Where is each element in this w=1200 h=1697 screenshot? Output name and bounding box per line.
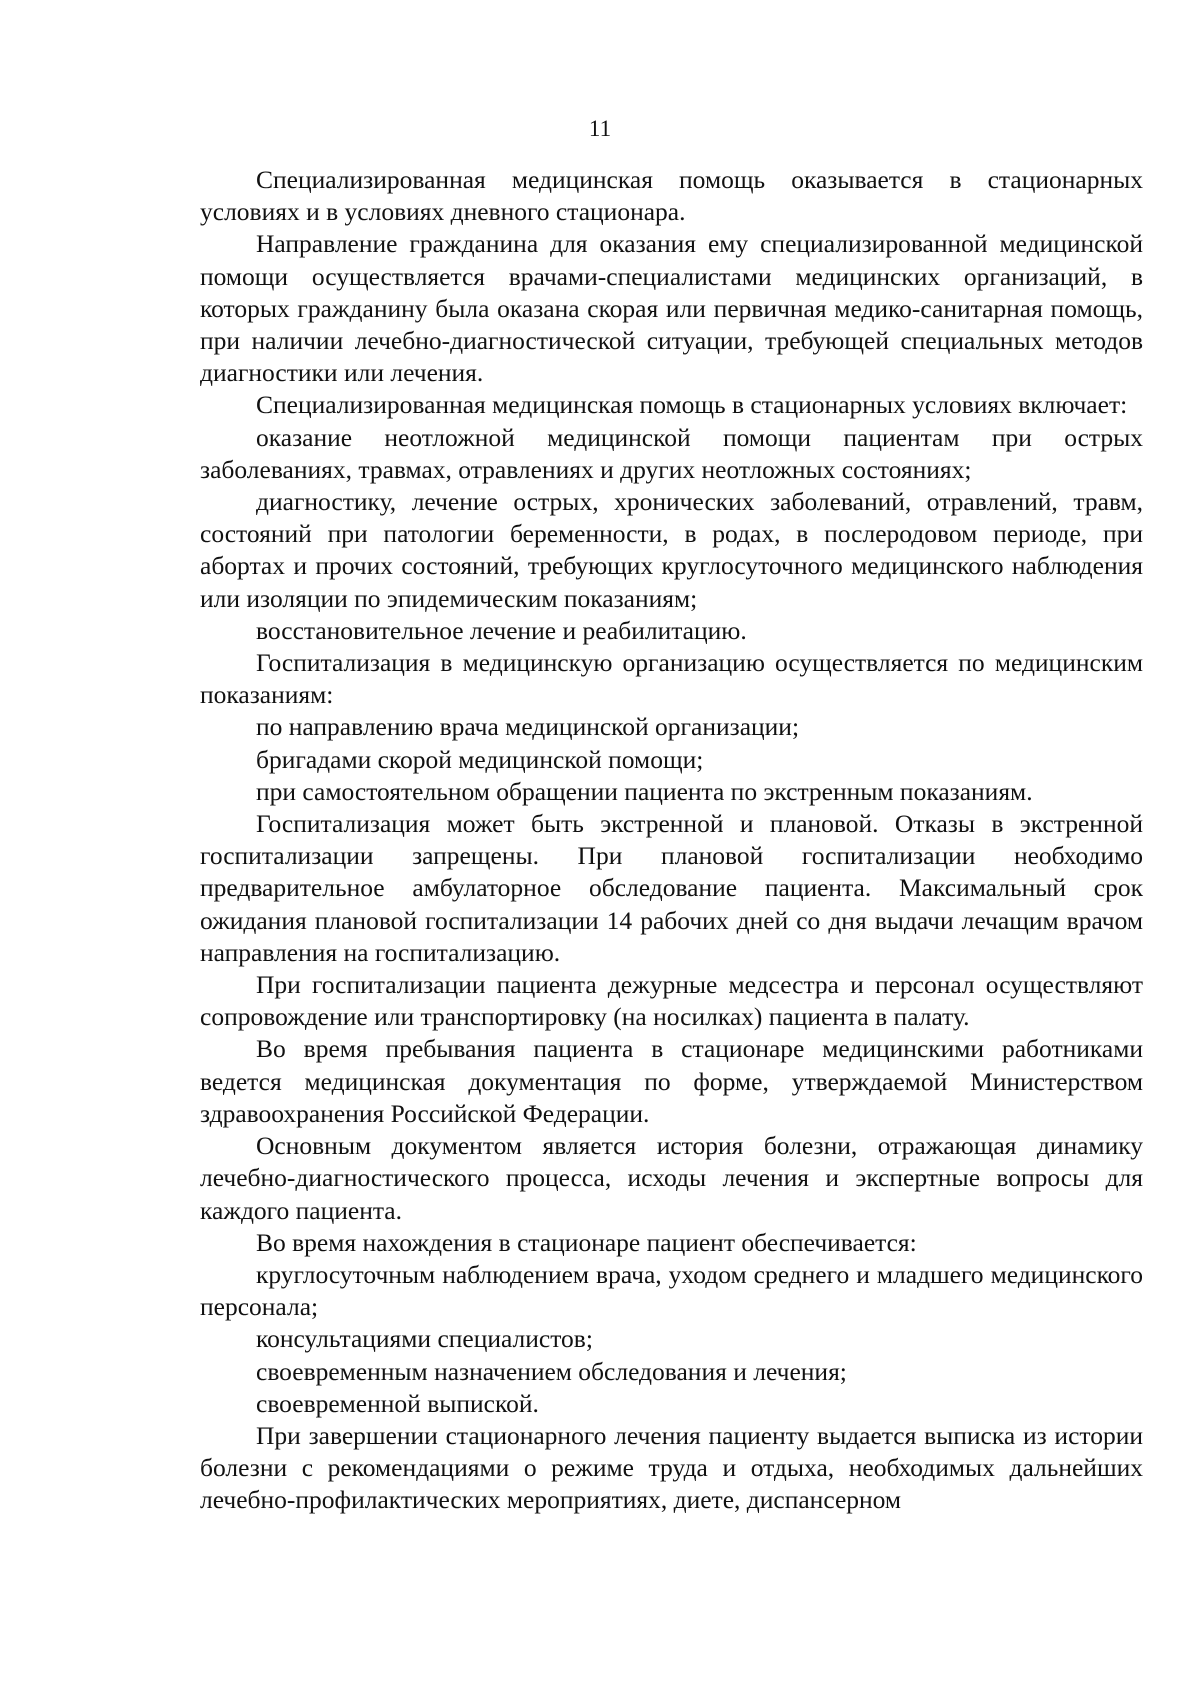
list-item: по направлению врача медицинской организации; [256, 712, 800, 742]
paragraph: Специализированная медицинская помощь оказывается в стационарных условиях и в условиях дневного стационара. [200, 165, 1143, 227]
list-item: круглосуточным наблюдением врача, уходом среднего и младшего медицинского персонала; [200, 1259, 1143, 1322]
paragraph: Специализированная медицинская помощь в стационарных условиях включает: [256, 390, 1128, 420]
list-item: оказание неотложной медицинской помощи пациентам при острых заболеваниях, травмах, отравлениях и других неотложных состояниях; [200, 422, 1143, 484]
paragraph: При госпитализации пациента дежурные медсестра и персонал осуществляют сопровождение или транспортировку (на носилках) пациента в палату. [200, 970, 1143, 1032]
paragraph: При завершении стационарного лечения пациенту выдается выписка из истории болезни с рекомендациями о режиме труда и отдыха, необходимых дальнейших лечебно-профилактических мероприятиях, диете, диспансерном [200, 1420, 1143, 1515]
list-item: бригадами скорой медицинской помощи; [256, 744, 704, 774]
paragraph: Во время пребывания пациента в стационаре медицинскими работниками ведется медицинская документация по форме, утверждаемой Министерством здравоохранения Российской Федерации. [200, 1034, 1143, 1128]
paragraph: Основным документом является история болезни, отражающая динамику лечебно-диагностического процесса, исходы лечения и экспертные вопросы для каждого пациента. [200, 1131, 1143, 1225]
list-item: восстановительное лечение и реабилитацию. [256, 615, 747, 645]
paragraph: Направление гражданина для оказания ему специализированной медицинской помощи осуществляется врачами-специалистами медицинских организаций, в которых гражданину была оказана скорая или первичная медико-санитарная помощь, при наличии лечебно-диагностической ситуации, требующей специальных методов диагностики или лечения. [200, 229, 1143, 388]
document-body [200, 164, 1143, 1517]
list-item: своевременным назначением обследования и лечения; [256, 1356, 847, 1386]
paragraph: Госпитализация в медицинскую организацию осуществляется по медицинским показаниям: [200, 648, 1143, 710]
list-item: при самостоятельном обращении пациента по экстренным показаниям. [256, 776, 1033, 806]
list-item: консультациями специалистов; [256, 1324, 593, 1354]
list-item: своевременной выпиской. [256, 1388, 539, 1418]
list-item: диагностику, лечение острых, хронических заболеваний, отравлений, травм, состояний при патологии беременности, в родах, в послеродовом периоде, при абортах и прочих состояний, требующих круглосуточного медицинского наблюдения или изоляции по эпидемическим показаниям; [200, 487, 1143, 613]
paragraph: Госпитализация может быть экстренной и плановой. Отказы в экстренной госпитализации запрещены. При плановой госпитализации необходимо предварительное амбулаторное обследование пациента. Максимальный срок ожидания плановой госпитализации 14 рабочих дней со дня выдачи лечащим врачом направления на госпитализацию. [200, 809, 1143, 967]
paragraph: Во время нахождения в стационаре пациент обеспечивается: [256, 1227, 917, 1257]
page-number: 11 [588, 116, 612, 141]
